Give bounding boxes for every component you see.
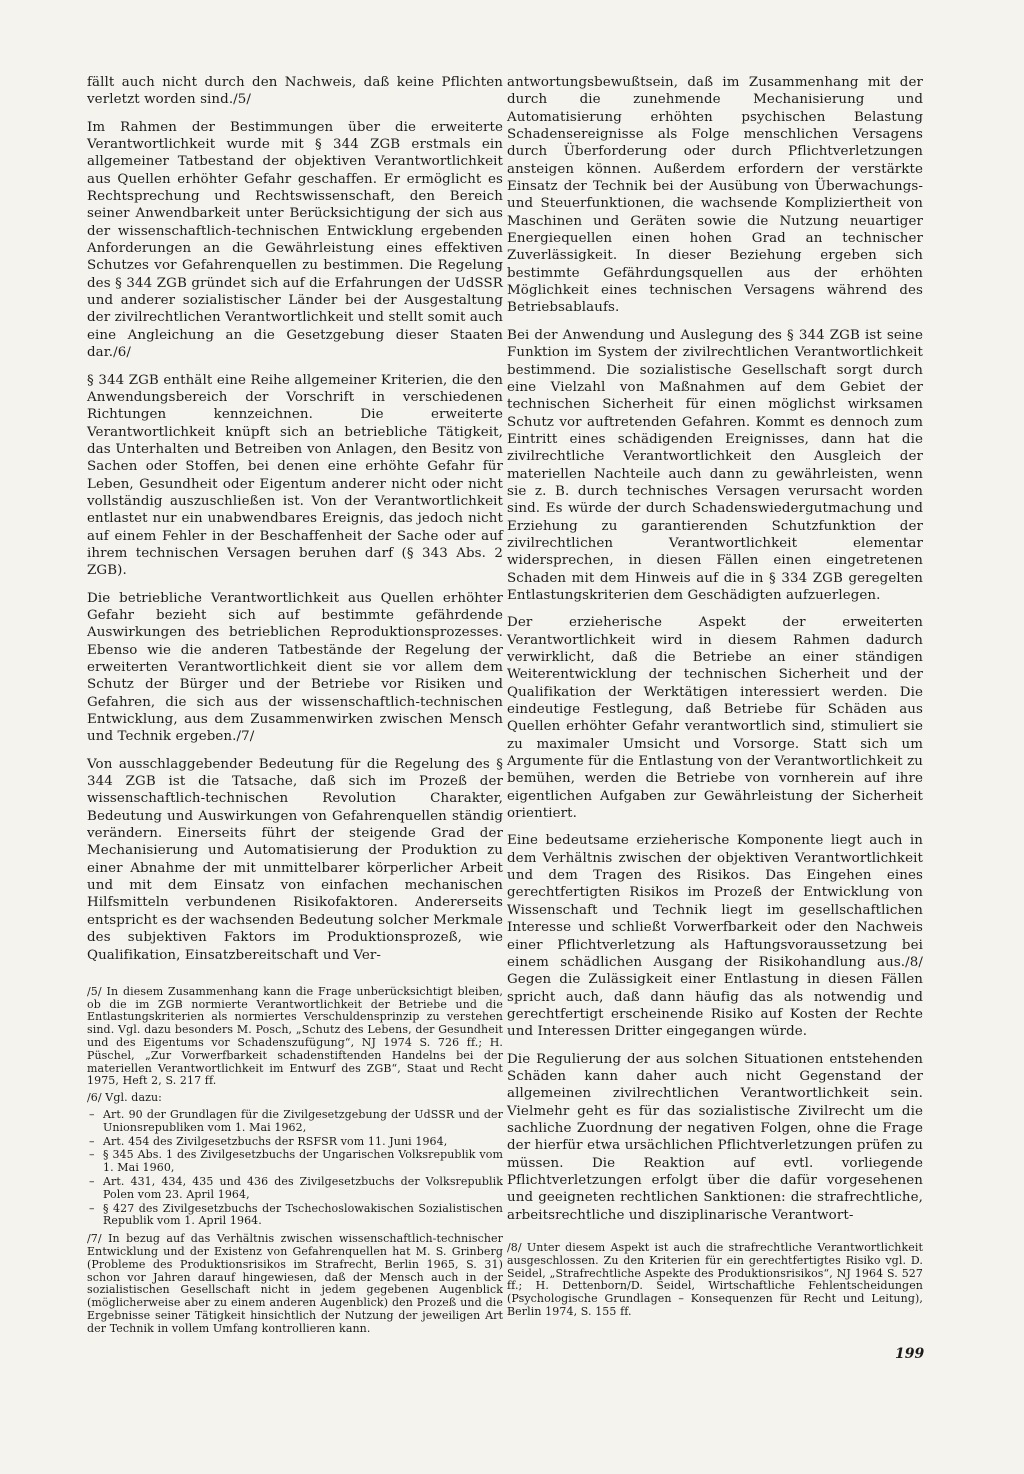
footnotes-left: [87, 986, 503, 1336]
left-column: [87, 74, 503, 1340]
paragraph: Eine bedeutsame erzieherische Komponente liegt auch in dem Verhältnis zwischen der objektiven Verantwortlichkeit und dem Tragen des Risikos. Das Eingehen eines gerechtfertigten Risikos im Prozeß der Entwicklung von Wissenschaft und Technik liegt im gesellschaftlichen Interesse und schließt Vorwerfbarkeit oder den Nachweis einer Pflichtverletzung als Haftungsvoraussetzung bei einem schädlichen Ausgang der Risikohandlung aus./8/ Gegen die Zulässigkeit einer Entlastung in diesen Fällen spricht auch, daß dann häufig das als notwendig und gerechtfertigt erscheinende Risiko auf Kosten der Rechte und Interessen Dritter eingegangen würde.: [507, 833, 923, 1040]
footnote-5: /5/ In diesem Zusammenhang kann die Frage unberücksichtigt bleiben, ob die im ZGB normierte Verantwortlichkeit der Betriebe und die Entlastungskriterien als normiertes Verschuldensprinzip zu verstehen sind. Vgl. dazu besonders M. Posch, „Schutz des Lebens, der Gesundheit und des Eigentums vor Schadenszufügung“, NJ 1974 S. 726 ff.; H. Püschel, „Zur Vorwerfbarkeit schadenstiftenden Handelns bei der materiellen Verantwortlichkeit im Entwurf des ZGB“, Staat und Recht 1975, Heft 2, S. 217 ff.: [87, 984, 503, 1088]
footnote-6-item: – § 427 des Zivilgesetzbuchs der Tschechoslowakischen Sozialistischen Republik vom 1. April 1964.: [87, 1203, 503, 1229]
paragraph: Im Rahmen der Bestimmungen über die erweiterte Verantwortlichkeit wurde mit § 344 ZGB erstmals ein allgemeiner Tatbestand der objektiven Verantwortlichkeit aus Quellen erhöhter Gefahr geschaffen. Er ermöglicht es Rechtsprechung und Rechtswissenschaft, den Bereich seiner Anwendbarkeit unter Berücksichtigung der sich aus der wissenschaftlich-technischen Entwicklung ergebenden Anforderungen an die Gewährleistung eines effektiven Schutzes vor Gefahrenquellen zu bestimmen. Die Regelung des § 344 ZGB gründet sich auf die Erfahrungen der UdSSR und anderer sozialistischer Länder bei der Ausgestaltung der zivilrechtlichen Verantwortlichkeit und stellt somit auch eine Angleichung an die Gesetzgebung dieser Staaten dar./6/: [87, 119, 503, 361]
footnote-8: /8/ Unter diesem Aspekt ist auch die strafrechtliche Verantwortlichkeit ausgeschlossen. Zu den Kriterien für ein gerechtfertigtes Risiko vgl. D. Seidel, „Strafrechtliche Aspekte des Produktionsrisikos“, NJ 1964 S. 527 ff.; H. Dettenborn/D. Seidel, Wirtschaftliche Fehlentscheidungen (Psychologische Grundlagen – Konsequenzen für Recht und Leitung), Berlin 1974, S. 155 ff.: [507, 1241, 923, 1318]
page-number: 199: [895, 1346, 925, 1362]
footnotes-right: [507, 1242, 923, 1319]
paragraph: § 344 ZGB enthält eine Reihe allgemeiner Kriterien, die den Anwendungsbereich der Vorschrift in verschiedenen Richtungen kennzeichnen. Die erweiterte Verantwortlichkeit knüpft sich an betriebliche Tätigkeit, das Unterhalten und Betreiben von Anlagen, den Besitz von Sachen oder Stoffen, bei denen eine erhöhte Gefahr für Leben, Gesundheit oder Eigentum anderer nicht oder nicht vollständig auszuschließen ist. Von der Verantwortlichkeit entlastet nur ein unabwendbares Ereignis, das jedoch nicht auf einem Fehler in der Beschaffenheit der Sache oder auf ihrem technischen Versagen beruhen darf (§ 343 Abs. 2 ZGB).: [87, 372, 503, 579]
paragraph: fällt auch nicht durch den Nachweis, daß keine Pflichten verletzt worden sind./5/: [87, 75, 503, 108]
paragraph: Die betriebliche Verantwortlichkeit aus Quellen erhöhter Gefahr bezieht sich auf bestimmte gefährdende Auswirkungen des betrieblichen Reproduktionsprozesses. Ebenso wie die anderen Tatbestände der Regelung der erweiterten Verantwortlichkeit dient sie vor allem dem Schutz der Bürger und der Betriebe vor Risiken und Gefahren, die sich aus der wissenschaftlich-technischen Entwicklung, aus dem Zusammenwirken zwischen Mensch und Technik ergeben./7/: [87, 590, 503, 745]
footnote-6-list: [87, 1109, 503, 1228]
footnote-6-item: – Art. 431, 434, 435 und 436 des Zivilgesetzbuchs der Volksrepublik Polen vom 23. April 1964,: [87, 1176, 503, 1202]
paragraph: Von ausschlaggebender Bedeutung für die Regelung des § 344 ZGB ist die Tatsache, daß sich im Prozeß der wissenschaftlich-technischen Revolution Charakter, Bedeutung und Auswirkungen von Gefahrenquellen ständig verändern. Einerseits führt der steigende Grad der Mechanisierung und Automatisierung der Produktion zu einer Abnahme der mit unmittelbarer körperlicher Arbeit und mit dem Einsatz von einfachen mechanischen Hilfsmitteln verbundenen Risikofaktoren. Andererseits entspricht es der wachsenden Bedeutung solcher Merkmale des subjektiven Faktors im Produktionsprozeß, wie Qualifikation, Einsatzbereitschaft und Ver-: [87, 756, 503, 963]
paragraph: Die Regulierung der aus solchen Situationen entstehenden Schäden kann daher auch nicht Gegenstand der allgemeinen zivilrechtlichen Verantwortlichkeit sein. Vielmehr geht es für das sozialistische Zivilrecht um die sachliche Zuordnung der negativen Folgen, ohne die Frage der hierfür etwa ursächlichen Pflichtverletzungen prüfen zu müssen. Die Reaktion auf evtl. vorliegende Pflichtverletzungen erfolgt über die dafür vorgesehenen und geeigneten rechtlichen Sanktionen: die strafrechtliche, arbeitsrechtliche und disziplinarische Verantwort-: [507, 1051, 923, 1223]
footnote-6-item: – § 345 Abs. 1 des Zivilgesetzbuchs der Ungarischen Volksrepublik vom 1. Mai 1960,: [87, 1149, 503, 1175]
footnote-7: /7/ In bezug auf das Verhältnis zwischen wissenschaftlich-technischer Entwicklung und der Existenz von Gefahrenquellen hat M. S. Grinberg (Probleme des Produktionsrisikos im Strafrecht, Berlin 1965, S. 31) schon vor Jahren darauf hingewiesen, daß der Mensch auch in der sozialistischen Gesellschaft nicht in jedem gegebenen Augenblick (möglicherweise aber zu einem anderen Augenblick) den Prozeß und die Ergebnisse seiner Tätigkeit hinsichtlich der Nutzung der jeweiligen Art der Technik in vollem Umfang kontrollieren kann.: [87, 1232, 503, 1335]
right-column: [507, 74, 923, 1323]
paragraph: Bei der Anwendung und Auslegung des § 344 ZGB ist seine Funktion im System der zivilrechtlichen Verantwortlichkeit bestimmend. Die sozialistische Gesellschaft sorgt durch eine Vielzahl von Maßnahmen auf dem Gebiet der technischen Sicherheit für einen möglichst wirksamen Schutz vor auftretenden Gefahren. Kommt es dennoch zum Eintritt eines schädigenden Ereignisses, dann hat die zivilrechtliche Verantwortlichkeit den Ausgleich der materiellen Nachteile auch dann zu gewährleisten, wenn sie z. B. durch technisches Versagen verursacht worden sind. Es würde der durch Schadenswiedergutmachung und Erziehung zu garantierenden Schutzfunktion der zivilrechtlichen Verantwortlichkeit elementar widersprechen, in diesen Fällen einen eingetretenen Schaden mit dem Hinweis auf die in § 334 ZGB geregelten Entlastungskriterien dem Geschädigten aufzuerlegen.: [507, 327, 923, 603]
footnote-6-item: – Art. 90 der Grundlagen für die Zivilgesetzgebung der UdSSR und der Unionsrepubliken vom 1. Mai 1962,: [87, 1109, 503, 1135]
footnote-6-item: – Art. 454 des Zivilgesetzbuchs der RSFSR vom 11. Juni 1964,: [87, 1136, 503, 1149]
footnote-6-heading: /6/ Vgl. dazu:: [87, 1091, 162, 1105]
paragraph: Der erzieherische Aspekt der erweiterten Verantwortlichkeit wird in diesem Rahmen dadurch verwirklicht, daß die Betriebe an einer ständigen Weiterentwicklung der technischen Sicherheit und der Qualifikation der Werktätigen interessiert werden. Die eindeutige Festlegung, daß Betriebe für Schäden aus Quellen erhöhter Gefahr verantwortlich sind, stimuliert sie zu maximaler Umsicht und Vorsorge. Statt sich um Argumente für die Entlastung von der Verantwortlichkeit zu bemühen, werden die Betriebe von vornherein auf ihre eigentlichen Aufgaben zur Gewährleistung der Sicherheit orientiert.: [507, 615, 923, 822]
paragraph: antwortungsbewußtsein, daß im Zusammenhang mit der durch die zunehmende Mechanisierung und Automatisierung erhöhten psychischen Belastung Schadensereignisse als Folge menschlichen Versagens durch Überforderung oder durch Pflichtverletzungen ansteigen können. Außerdem erfordern der verstärkte Einsatz der Technik bei der Ausübung von Überwachungs- und Steuerfunktionen, die wachsende Kompliziertheit von Maschinen und Geräten sowie die Nutzung neuartiger Energiequellen einen hohen Grad an technischer Zuverlässigkeit. In dieser Beziehung ergeben sich bestimmte Gefährdungsquellen aus der erhöhten Möglichkeit eines technischen Versagens während des Betriebsablaufs.: [507, 75, 923, 316]
